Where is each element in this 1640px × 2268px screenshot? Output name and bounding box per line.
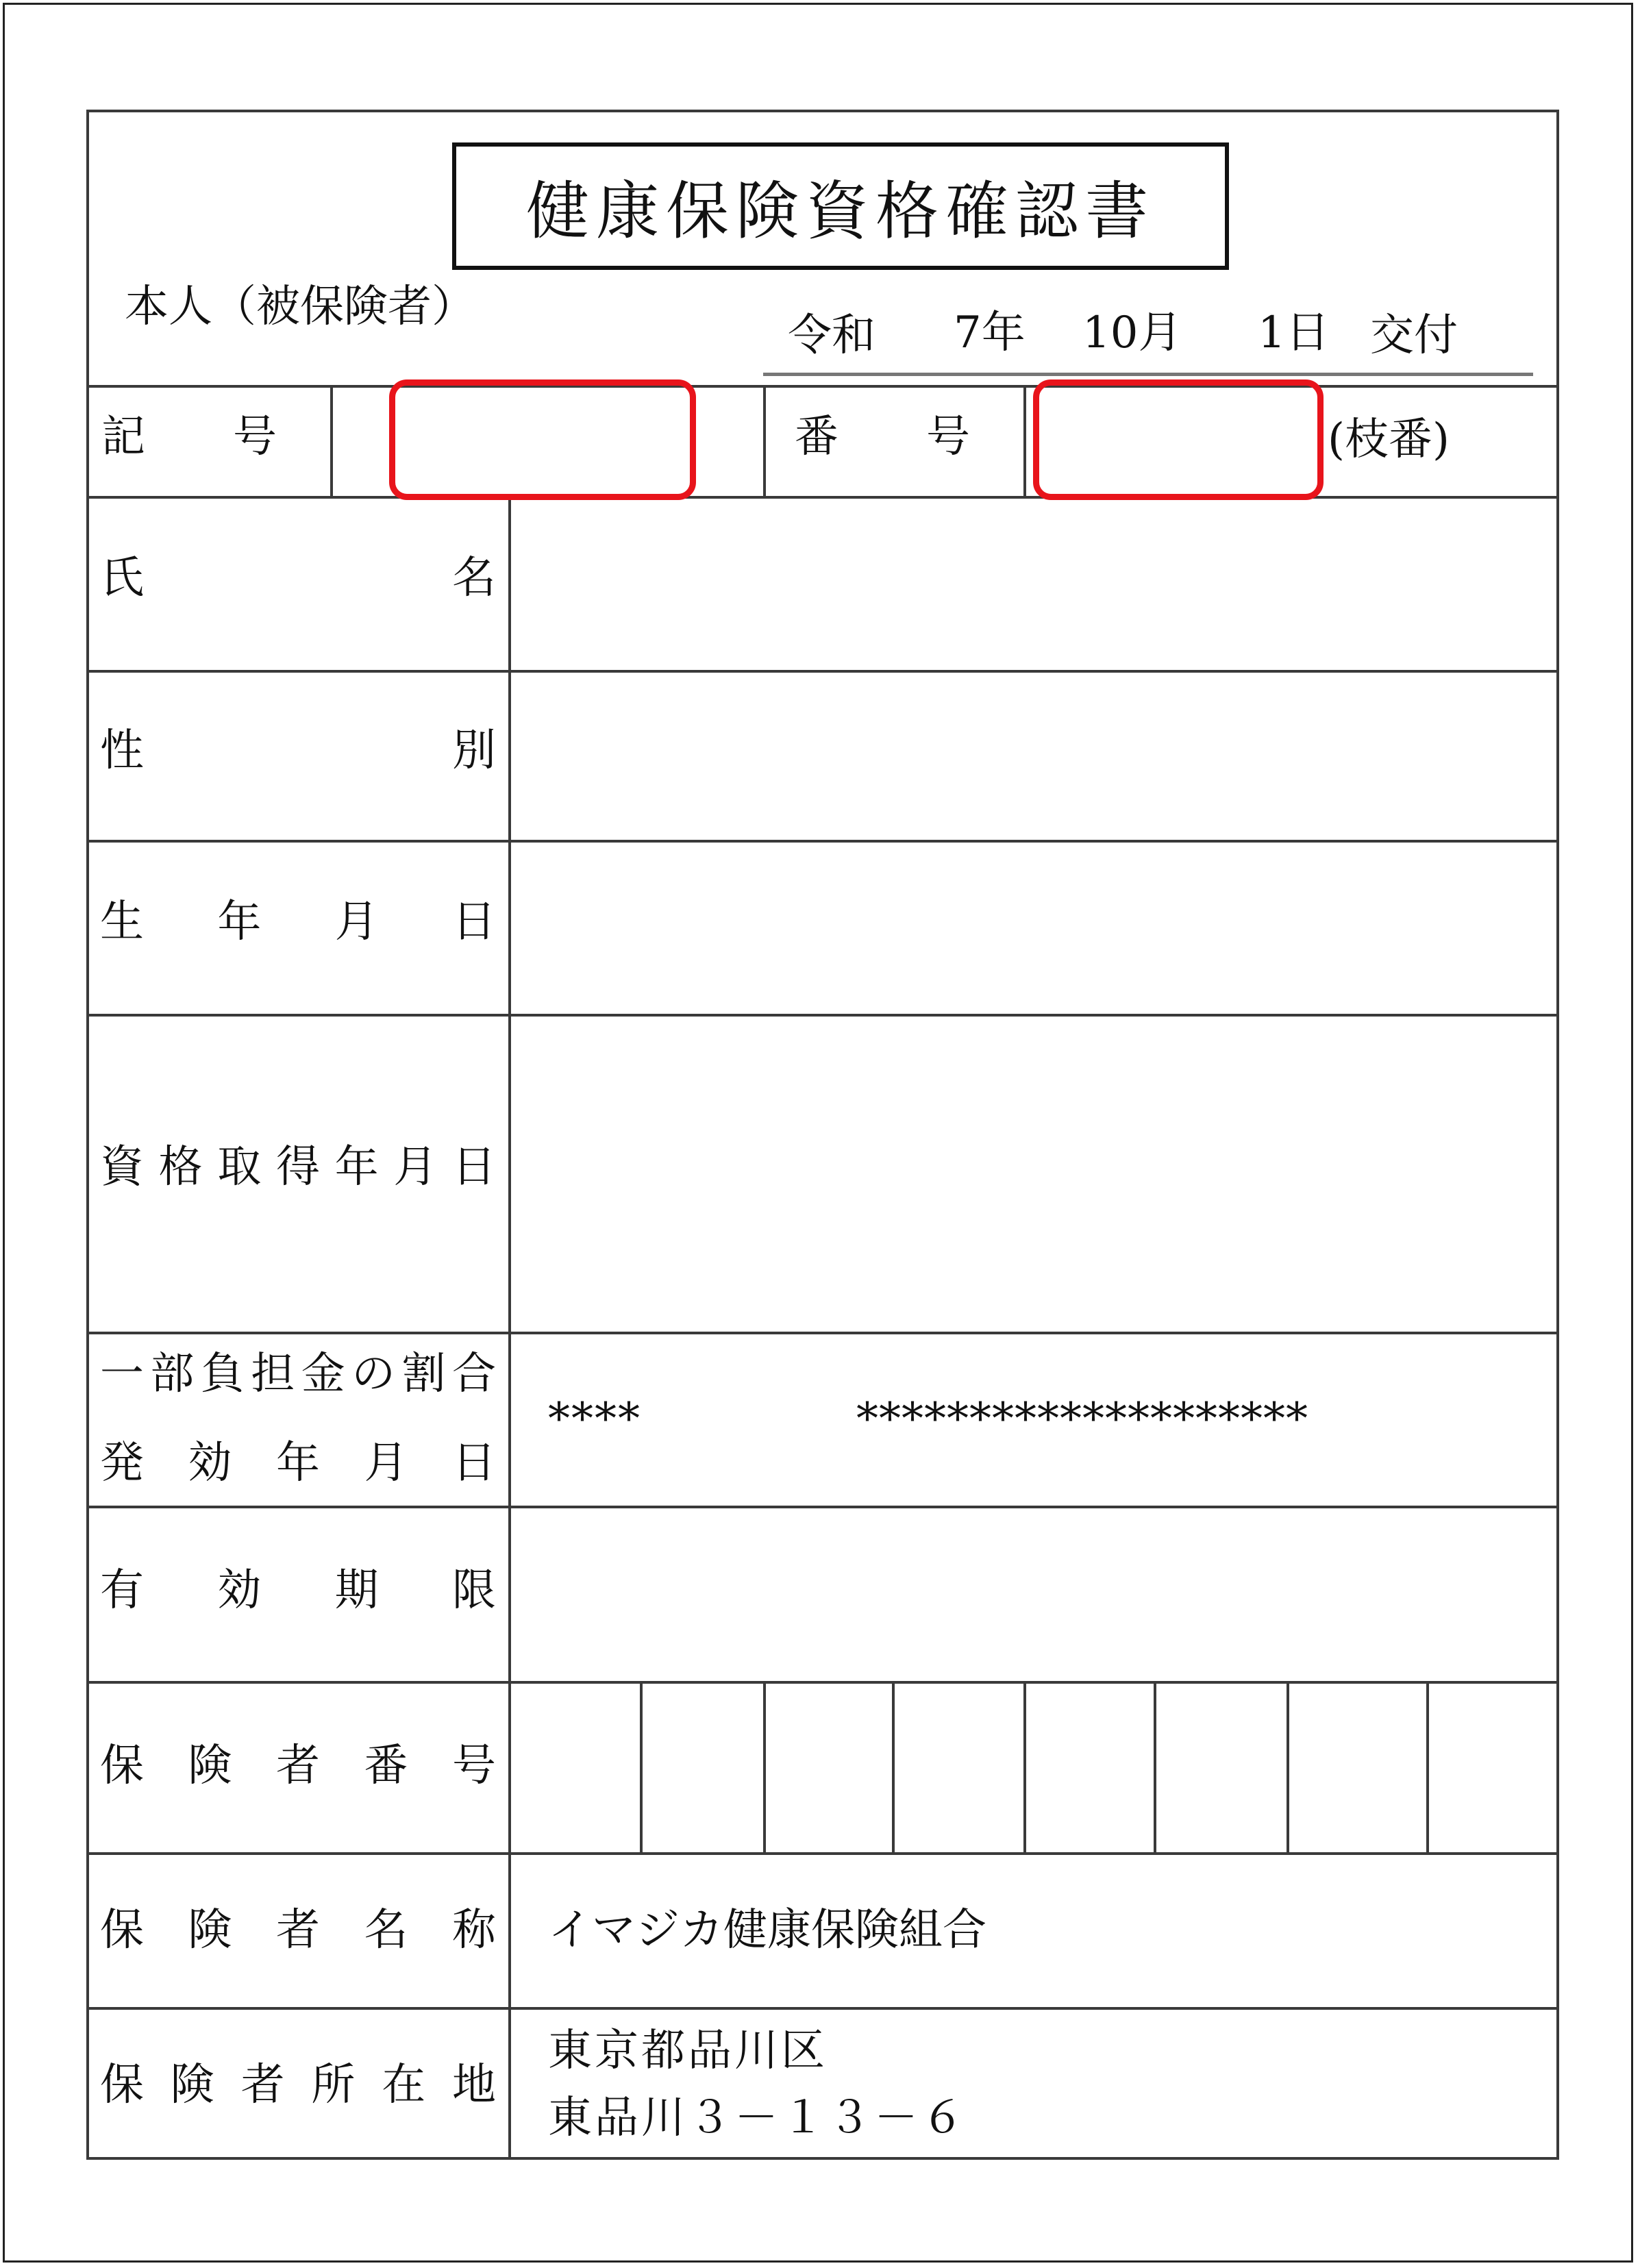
effective-date-value-masked: ******************** xyxy=(856,1394,1308,1445)
insurer-number-cell-divider xyxy=(1023,1681,1026,1854)
symbol-field[interactable] xyxy=(389,379,696,500)
divider xyxy=(86,496,1559,499)
acquired-date-label xyxy=(100,1142,496,1193)
acquired-date-label-text: 資 格 取 得 年 月 日 xyxy=(100,1142,496,1193)
issue-month: 10月 xyxy=(1082,308,1182,358)
divider xyxy=(86,1681,1559,1684)
number-field[interactable] xyxy=(1033,379,1324,500)
gender-label-text: 性 別 xyxy=(100,725,496,776)
insurer-number-label xyxy=(100,1741,496,1791)
insurer-name-label-text: 保 険 者 名 称 xyxy=(100,1905,496,1956)
number-label: 番 号 xyxy=(795,412,970,462)
birth-date-label-text: 生 年 月 日 xyxy=(100,897,496,947)
divider xyxy=(86,1852,1559,1855)
insurer-address-label xyxy=(100,2060,496,2110)
divider xyxy=(86,385,1559,388)
validity-label-text: 有 効 期 限 xyxy=(100,1565,496,1616)
divider xyxy=(330,385,333,497)
issue-day: 1日 xyxy=(1258,308,1330,358)
insurer-address-line2: 東品川３－１３－６ xyxy=(548,2093,967,2143)
insurer-name-value: イマジカ健康保険組合 xyxy=(548,1905,986,1956)
insurer-number-cell-divider xyxy=(640,1681,643,1854)
divider xyxy=(86,1014,1559,1017)
insurer-address-line1: 東京都品川区 xyxy=(548,2026,828,2076)
subject-label: 本人（被保険者） xyxy=(125,282,475,332)
divider xyxy=(86,670,1559,673)
divider xyxy=(86,840,1559,843)
insurer-address-label-text: 保 険 者 所 在 地 xyxy=(100,2060,496,2110)
insurer-number-cell-divider xyxy=(1154,1681,1156,1854)
divider xyxy=(1023,385,1026,497)
page-title: 健康保険資格確認書 xyxy=(452,142,1229,270)
insurer-number-label-text: 保 険 者 番 号 xyxy=(100,1741,496,1791)
name-label-text: 氏 名 xyxy=(100,553,496,603)
effective-date-label xyxy=(100,1438,496,1488)
issue-suffix: 交付 xyxy=(1370,310,1458,361)
birth-date-label xyxy=(100,897,496,947)
copay-ratio-label xyxy=(100,1349,496,1399)
divider xyxy=(86,1332,1559,1334)
issue-era: 令和 xyxy=(788,310,875,361)
copay-value-masked: **** xyxy=(548,1394,641,1445)
insurer-number-cell-divider xyxy=(1287,1681,1289,1854)
issue-underline xyxy=(763,373,1533,376)
insurer-number-cell-divider xyxy=(892,1681,895,1854)
insurer-number-cell-divider xyxy=(1426,1681,1429,1854)
validity-label xyxy=(100,1565,496,1616)
issue-year: 7年 xyxy=(954,308,1026,358)
effective-date-label-text: 発 効 年 月 日 xyxy=(100,1438,496,1488)
symbol-label: 記 号 xyxy=(101,412,277,462)
insurer-name-label xyxy=(100,1905,496,1956)
divider xyxy=(763,385,766,497)
name-label xyxy=(100,553,496,603)
divider xyxy=(508,496,511,2160)
branch-number-label: (枝番) xyxy=(1328,414,1450,465)
insurer-number-cell-divider xyxy=(763,1681,766,1854)
gender-label xyxy=(100,725,496,776)
divider xyxy=(86,1506,1559,1508)
divider xyxy=(86,2007,1559,2010)
copay-ratio-label-text: 一 部 負 担 金 の 割 合 xyxy=(100,1349,496,1399)
